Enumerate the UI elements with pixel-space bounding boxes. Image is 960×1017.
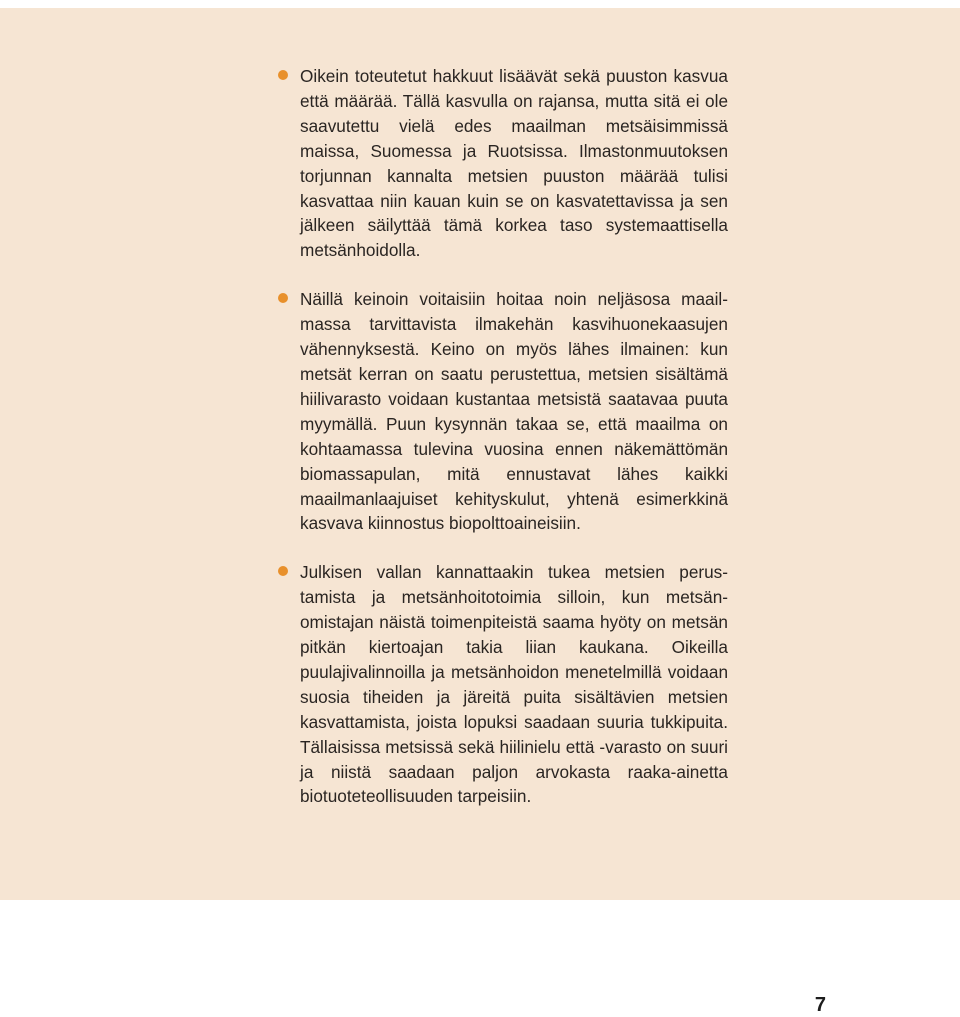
bullet-dot-icon — [278, 566, 288, 576]
content-panel — [0, 8, 960, 900]
list-item — [278, 287, 728, 536]
bullet-dot-icon — [278, 70, 288, 80]
paragraph-text: Oikein toteutetut hakkuut lisäävät sekä puuston kasvua että määrää. Tällä kasvulla on rajansa, mutta sitä ei ole saavutettu vielä edes maailman metsäisimmissä maissa, Suomessa ja Ruotsissa. Ilmastonmuutoksen torjunnan kannalta metsien puuston määrää tulisi kasvattaa niin kauan kuin se on kasvatettavissa ja sen jälkeen säilyttää tämä korkea taso systemaattisella metsänhoidolla. — [300, 66, 728, 261]
bullet-list — [278, 64, 728, 809]
list-item — [278, 64, 728, 263]
paragraph-text: Näillä keinoin voitaisiin hoitaa noin neljäsosa maailmassa tarvittavista ilmakehän kasvihuonekaasujen vähennyksestä. Keino on myös lähes ilmainen: kun metsät kerran on saatu perustettua, metsien sisältämä hiilivarasto voidaan kustantaa metsistä saatavaa puuta myymällä. Puun kysynnän takaa se, että maailma on kohtaamassa tulevina vuosina ennen näkemättömän biomassapulan, mitä ennustavat lähes kaikki maailmanlaajuiset kehityskulut, yhtenä esimerkkinä kasvava kiinnostus biopolttoaineisiin. — [300, 289, 728, 534]
page-number: 7 — [814, 994, 826, 1016]
paragraph-text: Julkisen vallan kannattaakin tukea metsien perustamista ja metsänhoitotoimia silloin, kun metsänomistajan näistä toimenpiteistä saama hyöty on metsän pitkän kiertoajan takia liian kaukana. Oikeilla puulajivalinnoilla ja metsänhoidon menetelmillä voidaan suosia tiheiden ja järeitä puita sisältävien metsien kasvattamista, joista lopuksi saadaan suuria tukkipuita. Tällaisissa metsissä sekä hiilinielu että -varasto on suuri ja niistä saadaan paljon arvokasta raaka-ainetta biotuoteteollisuuden tarpeisiin. — [300, 562, 728, 807]
list-item — [278, 560, 728, 809]
bullet-dot-icon — [278, 293, 288, 303]
